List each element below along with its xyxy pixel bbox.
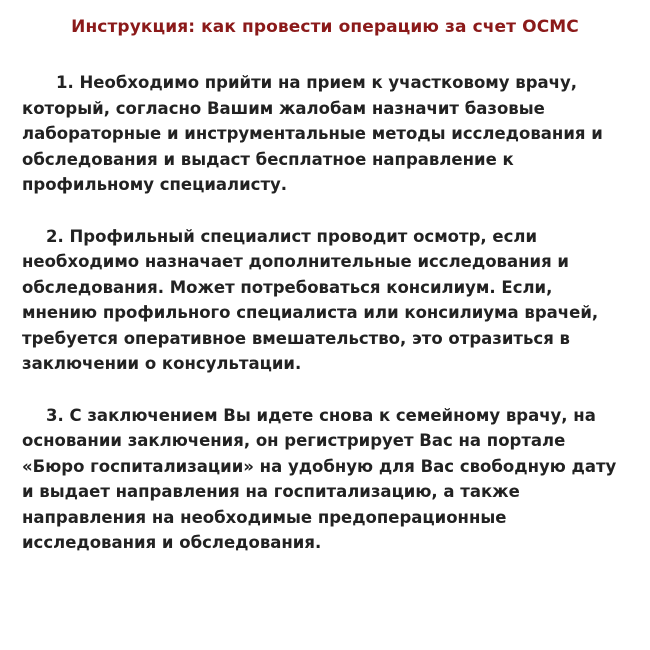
page-title: Инструкция: как провести операцию за счет ОСМС bbox=[71, 17, 579, 37]
instruction-step-1: 1. Необходимо прийти на прием к участковому врачу, который, согласно Вашим жалобам назначит базовые лабораторные и инструментальные методы исследования и обследования и выдаст бесплатное направление к профильному специалисту. bbox=[22, 73, 603, 194]
instruction-step-2: 2. Профильный специалист проводит осмотр, если необходимо назначает дополнительные исследования и обследования. Может потребоваться консилиум. Если, мнению профильного специалиста или консилиума врачей, требуется оперативное вмешательство, это отразиться в заключении о консультации. bbox=[22, 226, 599, 373]
instruction-step-3: 3. С заключением Вы идете снова к семейному врачу, на основании заключения, он регистрирует Вас на портале «Бюро госпитализации» на удобную для Вас свободную дату и выдает направления на госпитализацию, а также направления на необходимые предоперационные исследования и обследования. bbox=[22, 405, 617, 552]
